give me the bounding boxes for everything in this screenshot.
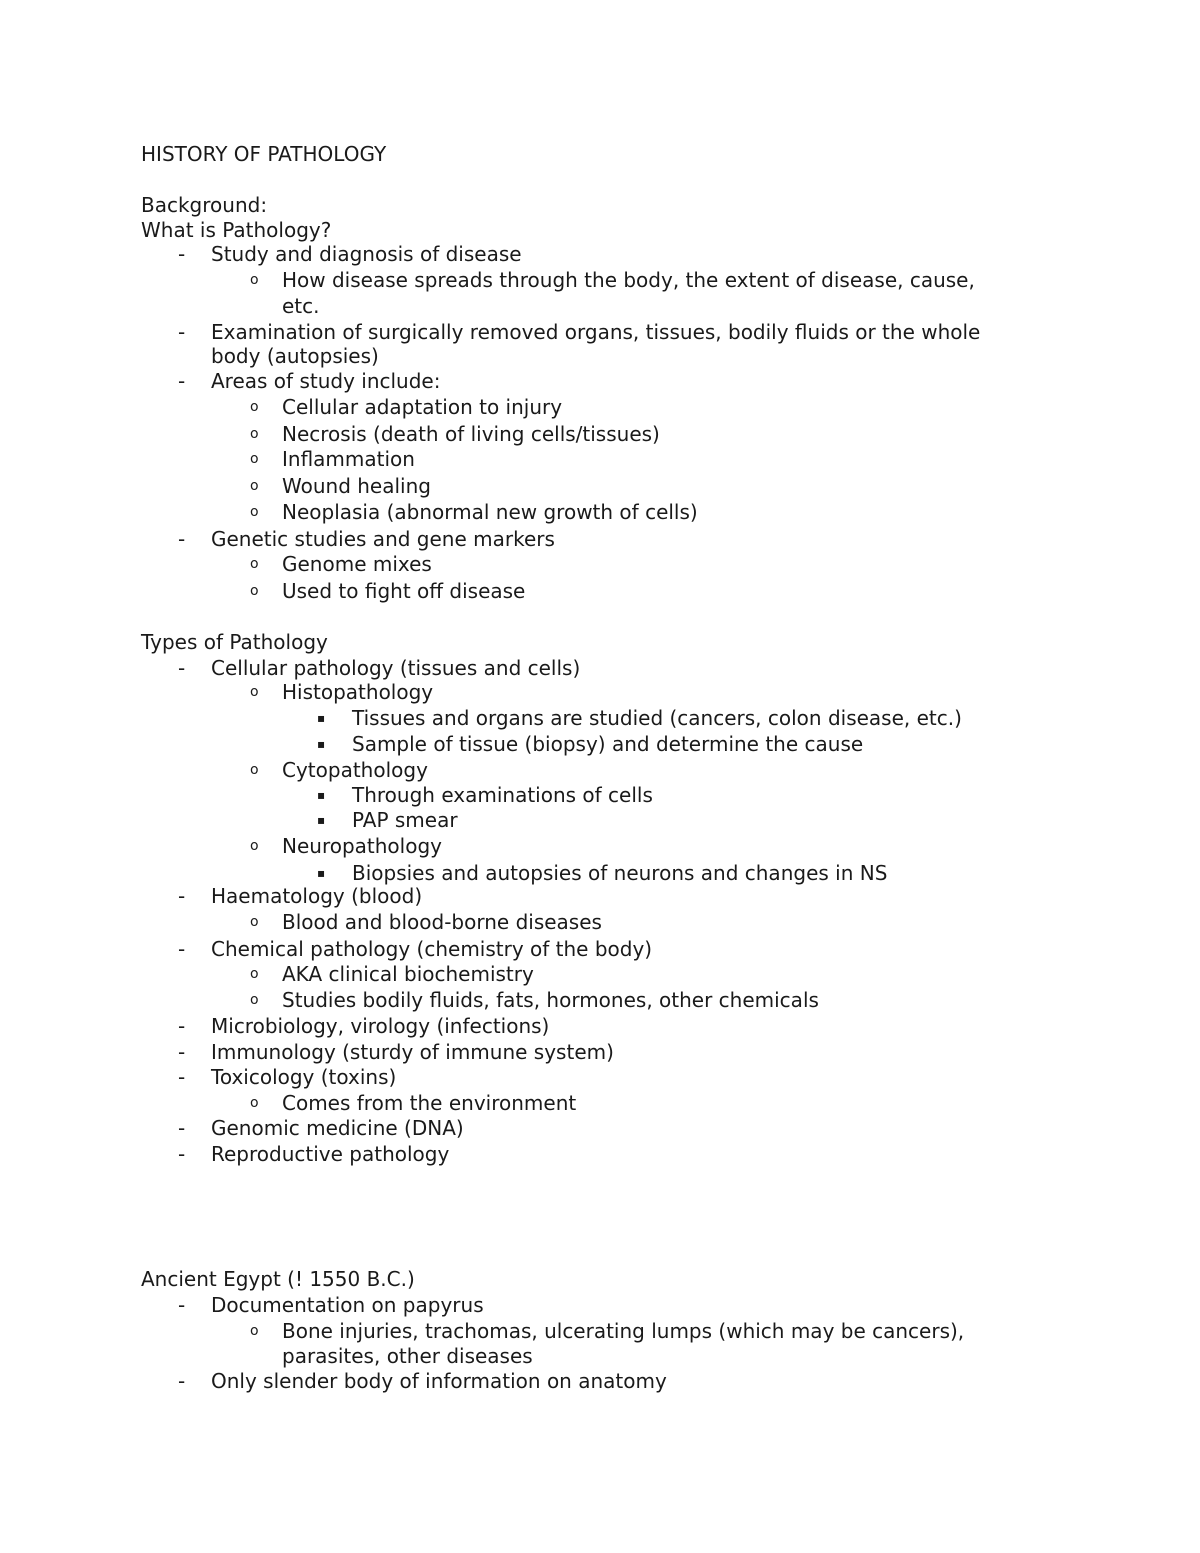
list-item-text: Tissues and organs are studied (cancers, colon disease, etc.) xyxy=(352,706,962,730)
list-item-text: How disease spreads through the body, the extent of disease, cause, xyxy=(282,268,975,292)
circle-bullet: o xyxy=(250,966,259,982)
list-item-text: Cytopathology xyxy=(282,758,428,782)
list-item-text: Comes from the environment xyxy=(282,1091,577,1115)
list-item-text: Through examinations of cells xyxy=(352,783,653,807)
list-item-text: Only slender body of information on anatomy xyxy=(211,1369,667,1393)
heading-text: Background: xyxy=(141,193,268,217)
dash-bullet: - xyxy=(178,1065,186,1089)
circle-bullet: o xyxy=(250,399,259,415)
list-item-text: Neoplasia (abnormal new growth of cells) xyxy=(282,500,698,524)
dash-bullet: - xyxy=(178,1142,186,1166)
list-item-text: Neuropathology xyxy=(282,834,442,858)
circle-bullet: o xyxy=(250,914,259,930)
square-bullet: ▪ xyxy=(317,737,326,751)
circle-bullet: o xyxy=(250,504,259,520)
list-item-text: Cellular pathology (tissues and cells) xyxy=(211,656,581,680)
circle-bullet: o xyxy=(250,1095,259,1111)
square-bullet: ▪ xyxy=(317,711,326,725)
circle-bullet: o xyxy=(250,762,259,778)
circle-bullet: o xyxy=(250,272,259,288)
list-item-text: Areas of study include: xyxy=(211,369,441,393)
list-item-text: Bone injuries, trachomas, ulcerating lumps (which may be cancers), xyxy=(282,1319,965,1343)
square-bullet: ▪ xyxy=(317,866,326,880)
heading-text: Ancient Egypt (! 1550 B.C.) xyxy=(141,1267,415,1291)
list-item-text: Immunology (sturdy of immune system) xyxy=(211,1040,614,1064)
circle-bullet: o xyxy=(250,992,259,1008)
list-item-text: AKA clinical biochemistry xyxy=(282,962,534,986)
list-item-text: Genome mixes xyxy=(282,552,432,576)
list-item-text: Histopathology xyxy=(282,680,434,704)
list-item-text: Studies bodily fluids, fats, hormones, other chemicals xyxy=(282,988,819,1012)
list-item-text: Necrosis (death of living cells/tissues) xyxy=(282,422,660,446)
list-item-text: PAP smear xyxy=(352,808,458,832)
heading-text: Types of Pathology xyxy=(141,630,328,654)
list-item-text: Genomic medicine (DNA) xyxy=(211,1116,464,1140)
circle-bullet: o xyxy=(250,583,259,599)
list-item-text: Haematology (blood) xyxy=(211,884,423,908)
list-item-text: Microbiology, virology (infections) xyxy=(211,1014,550,1038)
dash-bullet: - xyxy=(178,320,186,344)
dash-bullet: - xyxy=(178,527,186,551)
dash-bullet: - xyxy=(178,1014,186,1038)
circle-bullet: o xyxy=(250,451,259,467)
list-item-text: body (autopsies) xyxy=(211,344,379,368)
heading-text: What is Pathology? xyxy=(141,218,332,242)
list-item-text: Toxicology (toxins) xyxy=(211,1065,397,1089)
dash-bullet: - xyxy=(178,656,186,680)
list-item-text: Genetic studies and gene markers xyxy=(211,527,555,551)
list-item-text: parasites, other diseases xyxy=(282,1344,533,1368)
square-bullet: ▪ xyxy=(317,788,326,802)
list-item-text: Used to fight off disease xyxy=(282,579,526,603)
dash-bullet: - xyxy=(178,1369,186,1393)
square-bullet: ▪ xyxy=(317,813,326,827)
circle-bullet: o xyxy=(250,684,259,700)
heading-text: HISTORY OF PATHOLOGY xyxy=(141,142,387,166)
dash-bullet: - xyxy=(178,242,186,266)
dash-bullet: - xyxy=(178,937,186,961)
dash-bullet: - xyxy=(178,1116,186,1140)
list-item-text: Biopsies and autopsies of neurons and changes in NS xyxy=(352,861,888,885)
list-item-text: Reproductive pathology xyxy=(211,1142,450,1166)
list-item-text: Chemical pathology (chemistry of the body) xyxy=(211,937,653,961)
list-item-text: etc. xyxy=(282,294,320,318)
list-item-text: Documentation on papyrus xyxy=(211,1293,484,1317)
circle-bullet: o xyxy=(250,838,259,854)
dash-bullet: - xyxy=(178,1040,186,1064)
list-item-text: Study and diagnosis of disease xyxy=(211,242,522,266)
circle-bullet: o xyxy=(250,478,259,494)
list-item-text: Cellular adaptation to injury xyxy=(282,395,563,419)
list-item-text: Inflammation xyxy=(282,447,415,471)
list-item-text: Wound healing xyxy=(282,474,431,498)
dash-bullet: - xyxy=(178,884,186,908)
circle-bullet: o xyxy=(250,426,259,442)
list-item-text: Examination of surgically removed organs, tissues, bodily fluids or the whole xyxy=(211,320,981,344)
list-item-text: Blood and blood-borne diseases xyxy=(282,910,602,934)
circle-bullet: o xyxy=(250,556,259,572)
dash-bullet: - xyxy=(178,1293,186,1317)
dash-bullet: - xyxy=(178,369,186,393)
list-item-text: Sample of tissue (biopsy) and determine the cause xyxy=(352,732,864,756)
circle-bullet: o xyxy=(250,1323,259,1339)
